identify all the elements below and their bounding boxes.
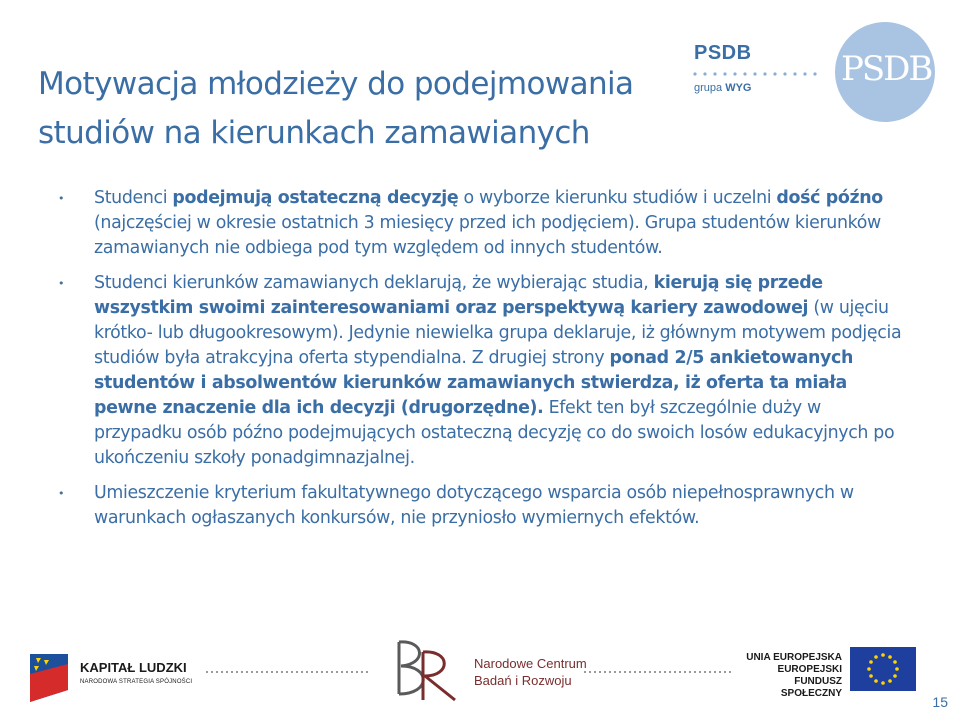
- bullet-marker: •: [58, 487, 65, 500]
- text-segment: Umieszczenie kryterium fakultatywnego dotyczącego wsparcia osób niepełnosprawnych w warunkach ogłaszanych konkursów, nie przyniosło wymiernych efektów.: [94, 483, 854, 528]
- eu-label-line-2: EUROPEJSKI: [777, 664, 842, 675]
- eu-label: [740, 652, 842, 700]
- kapital-ludzki-title: KAPITAŁ LUDZKI: [80, 660, 187, 675]
- psdb-group-logo: [692, 42, 832, 100]
- eu-label-line-1: UNIA EUROPEJSKA: [746, 652, 842, 663]
- bullet-marker: •: [58, 192, 65, 205]
- bullet-item: [58, 481, 903, 531]
- ncbr-logo-mark-icon: [385, 634, 475, 704]
- psdb-logo-name: PSDB: [694, 42, 752, 64]
- footer-dotted-separator: [205, 670, 370, 674]
- ncbr-name-line-2: Badań i Rozwoju: [474, 673, 572, 688]
- bullet-text: [94, 271, 903, 471]
- text-segment-bold: podejmują ostateczną decyzję: [172, 188, 459, 208]
- footer-logos: [0, 628, 960, 720]
- psdb-circle-text: PSDB: [841, 49, 932, 89]
- slide-title-line-1: Motywacja młodzieży do podejmowania: [38, 66, 634, 102]
- eu-label-line-3: FUNDUSZ SPOŁECZNY: [780, 676, 842, 699]
- text-segment: (najczęściej w okresie ostatnich 3 miesięcy przed ich podjęciem). Grupa studentów kierunków zamawianych nie odbiega pod tym względem od innych studentów.: [94, 213, 881, 258]
- bullet-item: [58, 186, 903, 261]
- page-number: 15: [932, 694, 948, 710]
- text-segment-bold: dość późno: [776, 188, 883, 208]
- bullet-list: [58, 186, 903, 541]
- kapital-ludzki-flag-icon: [28, 650, 70, 706]
- eu-flag-icon: [850, 647, 916, 691]
- text-segment: Studenci: [94, 188, 173, 208]
- slide-title: [38, 60, 688, 158]
- bullet-item: [58, 271, 903, 471]
- psdb-dots-decoration: [692, 72, 832, 76]
- bullet-text: [94, 481, 903, 531]
- slide-title-line-2: studiów na kierunkach zamawianych: [38, 115, 590, 151]
- text-segment: Efekt ten był szczególnie duży w przypadku osób późno podejmujących ostateczną decyzję co do swoich losów edukacyjnych po ukończeniu szkoły ponadgimnazjalnej.: [94, 398, 895, 468]
- text-segment: (w ujęciu krótko- lub długookresowym). Jedynie niewielka grupa deklaruje, iż głównym motywem podjęcia studiów była atrakcyjna oferta stypendialna. Z drugiej strony: [94, 298, 902, 368]
- kapital-ludzki-subtitle: NARODOWA STRATEGIA SPÓJNOŚCI: [80, 679, 193, 685]
- ncbr-name: [474, 655, 587, 689]
- text-segment: Studenci kierunków zamawianych deklarują, że wybierając studia,: [94, 273, 654, 293]
- psdb-group-prefix: grupa: [694, 82, 726, 94]
- bullet-marker: •: [58, 277, 65, 290]
- ncbr-name-line-1: Narodowe Centrum: [474, 656, 587, 671]
- psdb-circle-logo: [835, 22, 935, 122]
- bullet-text: [94, 186, 903, 261]
- psdb-group-name: WYG: [725, 82, 752, 94]
- psdb-group-label: [694, 82, 751, 94]
- text-segment: o wyborze kierunku studiów i uczelni: [458, 188, 777, 208]
- text-segment-bold: kierują się przede wszystkim swoimi zainteresowaniami oraz perspektywą kariery zawodowej: [94, 273, 823, 318]
- footer-dotted-separator: [583, 670, 733, 674]
- text-segment-bold: ponad 2/5 ankietowanych studentów i absolwentów kierunków zamawianych stwierdza, iż oferta ta miała pewne znaczenie dla ich decyzji (drugorzędne).: [94, 348, 854, 418]
